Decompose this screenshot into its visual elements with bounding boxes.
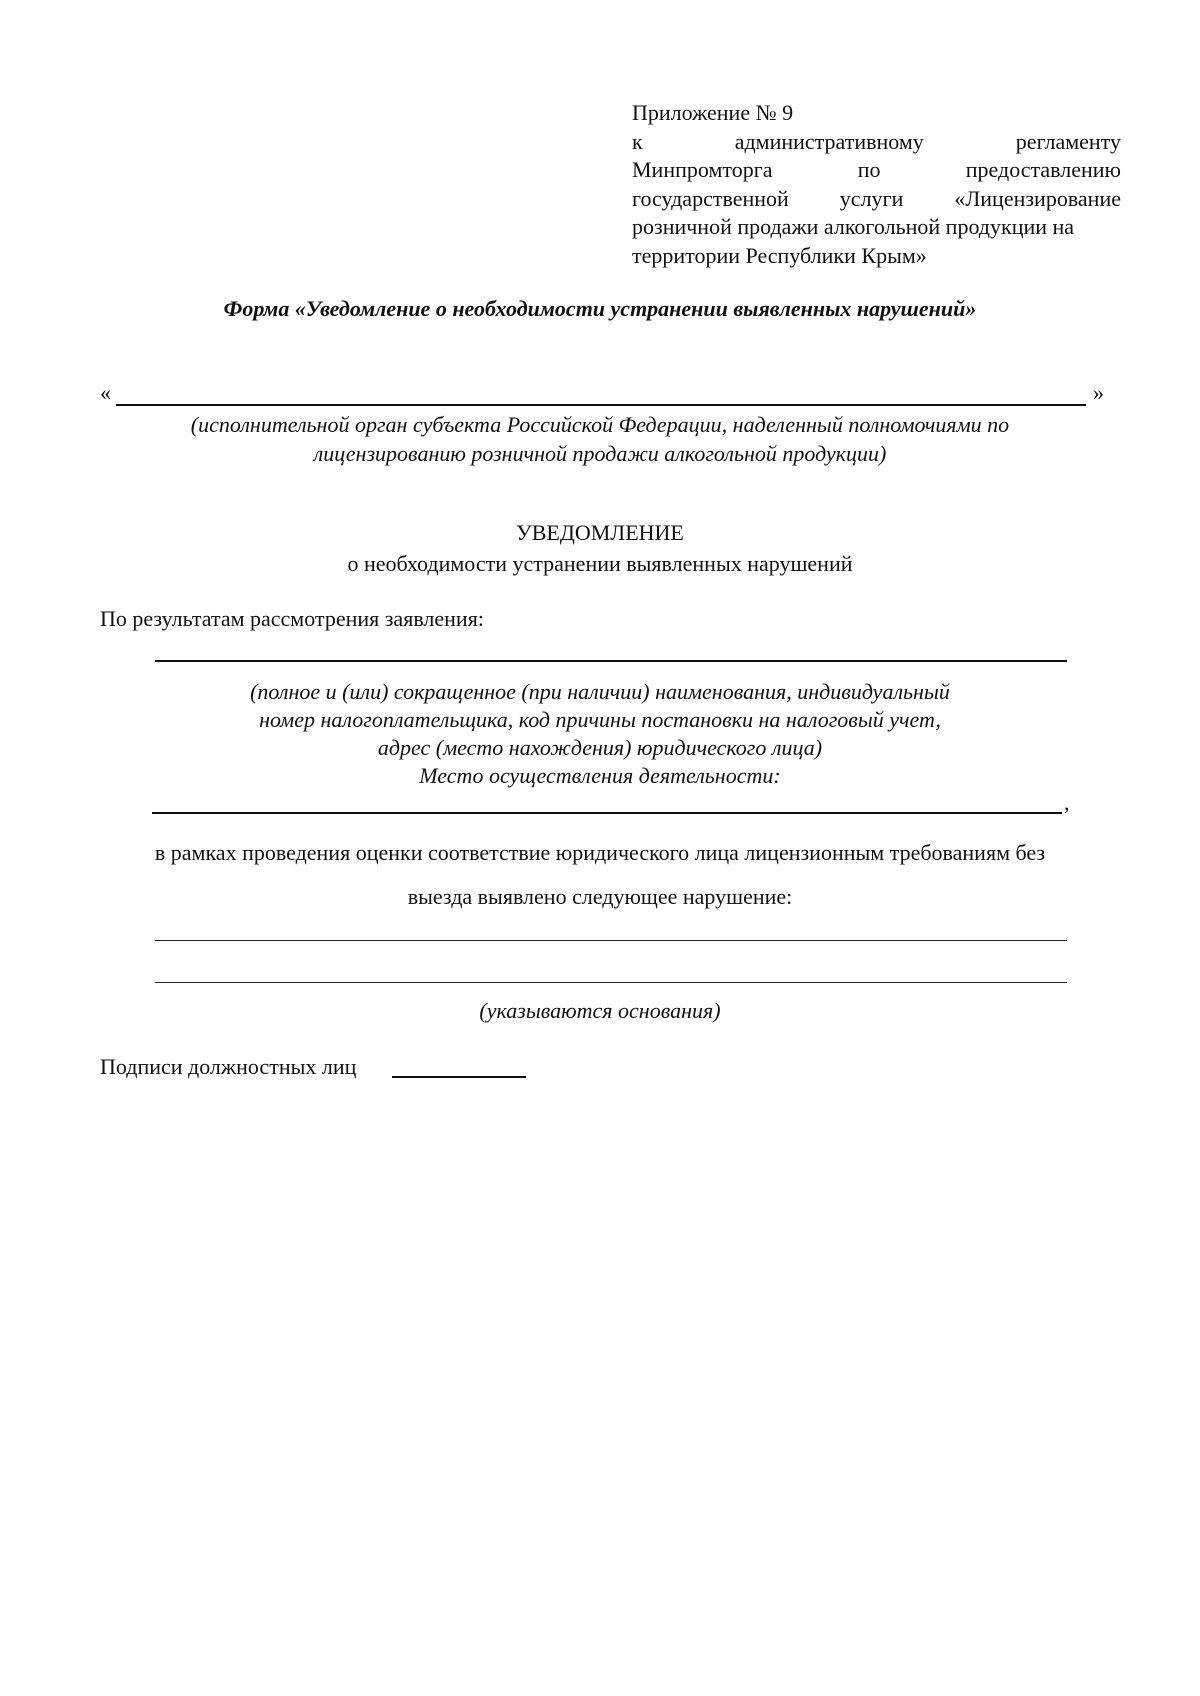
review-intro: По результатам рассмотрения заявления:: [100, 606, 484, 631]
appendix-line: территории Республики Крым»: [632, 242, 927, 268]
appendix-reference: [632, 99, 1121, 270]
assessment-line: выезда выявлено следующее нарушение:: [407, 884, 793, 909]
form-title: Форма «Уведомление о необходимости устранении выявленных нарушений»: [223, 296, 977, 321]
violation-fill-line: [155, 940, 1067, 941]
caption-line: (исполнительной орган субъекта Российской Федерации, наделенный полномочиями по: [190, 412, 1010, 437]
appendix-line: Приложение № 9: [632, 100, 794, 125]
assessment-line: в рамках проведения оценки соответствие юридического лица лицензионным требованиям без: [154, 840, 1046, 865]
applicant-caption: [100, 678, 1100, 790]
appendix-line: к административному регламенту: [632, 128, 1121, 154]
grounds-caption: (указываются основания): [479, 998, 721, 1023]
signature-fill-line: [392, 1076, 526, 1078]
caption-line: Место осуществления деятельности:: [419, 763, 781, 788]
caption-line: лицензированию розничной продажи алкогольной продукции): [313, 441, 887, 466]
activity-place-fill-line: [152, 812, 1062, 814]
appendix-line: Минпромторга по предоставлению: [632, 157, 1121, 182]
caption-line: (полное и (или) сокращенное (при наличии) наименования, индивидуальный: [250, 679, 950, 704]
appendix-line: государственной услуги «Лицензирование: [632, 185, 1121, 211]
signatures-label: Подписи должностных лиц: [100, 1054, 357, 1079]
open-quote: «: [100, 380, 111, 405]
authority-caption: [100, 410, 1100, 468]
authority-fill-line: [116, 404, 1086, 406]
notice-title: УВЕДОМЛЕНИЕ: [516, 520, 684, 545]
close-quote: »: [1093, 380, 1104, 405]
violation-fill-line: [155, 982, 1067, 983]
notice-subtitle: о необходимости устранении выявленных нарушений: [347, 551, 853, 576]
appendix-line: розничной продажи алкогольной продукции на: [632, 214, 1075, 239]
trailing-comma: ,: [1064, 790, 1070, 815]
caption-line: адрес (место нахождения) юридического лица): [377, 735, 823, 760]
authority-field: [100, 380, 1104, 408]
applicant-fill-line: [155, 660, 1067, 662]
assessment-text: [100, 831, 1100, 919]
caption-line: номер налогоплательщика, код причины постановки на налоговый учет,: [259, 707, 941, 732]
